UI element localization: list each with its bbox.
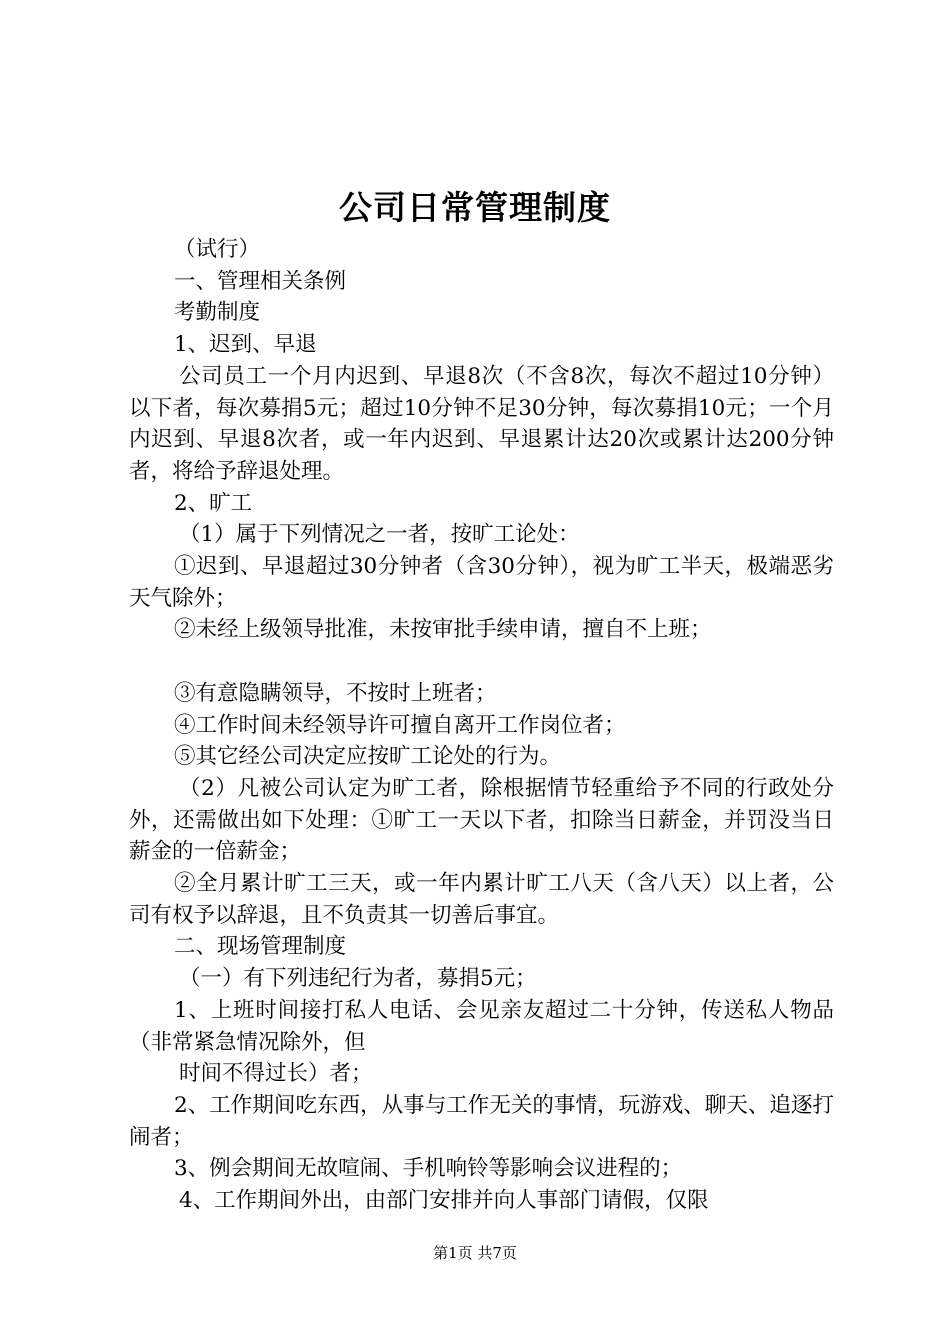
list-item-absence-3: ③有意隐瞒领导，不按时上班者； xyxy=(174,680,497,706)
list-item-violation-1: 1、上班时间接打私人电话、会见亲友超过二十分钟，传送私人物品（非常紧急情况除外，但 xyxy=(129,997,834,1055)
paragraph-absence-penalty: （2）凡被公司认定为旷工者，除根据情节轻重给予不同的行政处分外，还需做出如下处理：①旷工一天以下者，扣除当日薪金，并罚没当日薪金的一倍薪金； xyxy=(129,775,834,865)
heading-late-early: 1、迟到、早退 xyxy=(174,332,317,358)
paragraph-late-rules: 公司员工一个月内迟到、早退8次（不含8次，每次不超过10分钟）以下者，每次募捐5元；超过10分钟不足30分钟，每次募捐10元；一个月内迟到、早退8次者，或一年内迟到、早退累计达20次或累计达200分钟者，将给予辞退处理。 xyxy=(129,363,834,484)
list-item-absence-5: ⑤其它经公司决定应按旷工论处的行为。 xyxy=(174,744,562,770)
paragraph-trial-note: （试行） xyxy=(174,237,261,262)
heading-attendance: 考勤制度 xyxy=(174,300,261,326)
page-footer: 第1页 共7页 xyxy=(433,1244,517,1262)
blank-line xyxy=(129,646,834,678)
paragraph-absence-dismissal: ②全月累计旷工三天，或一年内累计旷工八天（含八天）以上者，公司有权予以辞退，且不负责其一切善后事宜。 xyxy=(129,871,834,928)
list-item-absence-2: ②未经上级领导批准，未按审批手续申请，擅自不上班； xyxy=(174,617,712,643)
list-item-violation-3: 3、例会期间无故喧闹、手机响铃等影响会议进程的； xyxy=(174,1156,683,1182)
list-item-violation-4: 4、工作期间外出，由部门安排并向人事部门请假，仅限 xyxy=(179,1188,709,1214)
document-body xyxy=(129,234,834,1217)
paragraph-absence-cases: （1）属于下列情况之一者，按旷工论处： xyxy=(179,522,580,548)
list-item-absence-4: ④工作时间未经领导许可擅自离开工作岗位者； xyxy=(174,712,626,738)
document-title: 公司日常管理制度 xyxy=(339,188,611,227)
heading-absence: 2、旷工 xyxy=(174,490,253,516)
list-item-violation-1-cont: 时间不得过长）者； xyxy=(179,1061,373,1087)
list-item-violation-2: 2、工作期间吃东西，从事与工作无关的事情，玩游戏、聊天、追逐打闹者； xyxy=(129,1092,834,1150)
paragraph-violations-intro: （一）有下列违纪行为者，募捐5元； xyxy=(179,966,537,992)
list-item-absence-1: ①迟到、早退超过30分钟者（含30分钟），视为旷工半天，极端恶劣天气除外； xyxy=(129,554,834,611)
heading-section-1: 一、管理相关条例 xyxy=(174,268,347,294)
heading-section-2: 二、现场管理制度 xyxy=(174,934,347,960)
